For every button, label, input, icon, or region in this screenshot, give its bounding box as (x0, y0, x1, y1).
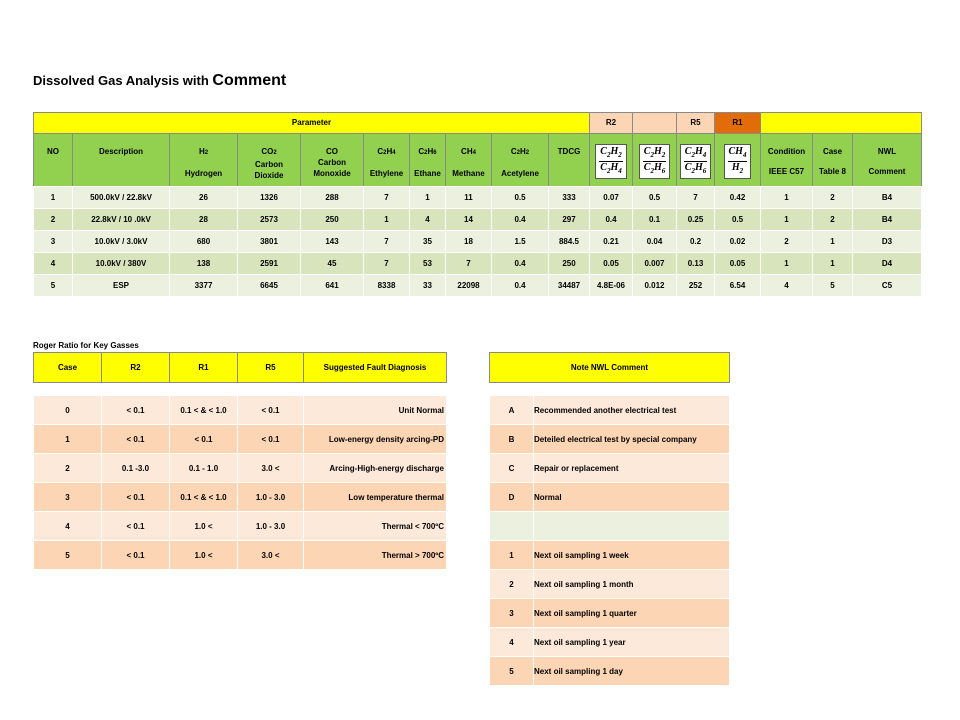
col-h2: H2 Hydrogen (170, 133, 238, 203)
note-text: Next oil sampling 1 month (534, 570, 730, 599)
roger-cell-diag: Low-energy density arcing-PD (304, 425, 447, 454)
cell-c2h6: 4 (410, 209, 446, 231)
note-code (490, 512, 534, 541)
note-text (534, 512, 730, 541)
cell-tdcg: 333 (549, 187, 590, 209)
list-item (490, 483, 730, 512)
cell-co: 143 (301, 231, 364, 253)
list-item (490, 425, 730, 454)
cell-r1: 0.02 (715, 231, 761, 253)
fraction-c2h4-over-c2h6: $\frac{C_2H_4}{C_2H_6}$ (680, 144, 711, 179)
cell-r-b: 0.012 (633, 275, 677, 297)
cell-c2h2: 0.4 (492, 209, 549, 231)
cell-r5: 0.2 (677, 231, 715, 253)
roger-header-row (34, 353, 447, 383)
roger-cell-case: 4 (34, 512, 102, 541)
cell-r-b: 0.007 (633, 253, 677, 275)
roger-cell-r5: 3.0 < (238, 541, 304, 570)
table-row (34, 253, 922, 275)
cell-r5: 0.13 (677, 253, 715, 275)
col-ch4: CH4 Methane (446, 133, 492, 203)
roger-cell-case: 3 (34, 483, 102, 512)
cell-no: 5 (34, 275, 73, 297)
cell-co: 641 (301, 275, 364, 297)
table-row (34, 231, 922, 253)
parameter-row (34, 112, 922, 133)
roger-cell-r1: < 0.1 (170, 425, 238, 454)
note-text: Next oil sampling 1 week (534, 541, 730, 570)
table-row (34, 187, 922, 209)
blank-ratio-header (633, 112, 677, 133)
list-item (490, 599, 730, 628)
col-no: NO (34, 133, 73, 203)
dga-data-rows (33, 186, 922, 297)
cell-cond: 1 (761, 253, 813, 275)
roger-cell-diag: Low temperature thermal (304, 483, 447, 512)
cell-ch4: 18 (446, 231, 492, 253)
roger-col-diagnosis: Suggested Fault Diagnosis (304, 353, 447, 383)
roger-cell-r2: 0.1 -3.0 (102, 454, 170, 483)
roger-cell-case: 1 (34, 425, 102, 454)
note-code: D (490, 483, 534, 512)
title-comment-word: Comment (212, 72, 287, 89)
list-item (490, 512, 730, 541)
cell-c2h6: 53 (410, 253, 446, 275)
cell-r2: 0.4 (590, 209, 633, 231)
cell-c2h4: 7 (364, 231, 410, 253)
note-text: Next oil sampling 1 quarter (534, 599, 730, 628)
cell-ch4: 14 (446, 209, 492, 231)
cell-co: 250 (301, 209, 364, 231)
list-item (490, 454, 730, 483)
cell-desc: ESP (73, 275, 170, 297)
cell-co2: 1326 (238, 187, 301, 209)
cell-desc: 10.0kV / 3.0kV (73, 231, 170, 253)
cell-c2h2: 0.4 (492, 275, 549, 297)
fraction-c2h2-over-c2h6: $\frac{C_2H_2}{C_2H_6}$ (639, 144, 670, 179)
cell-h2: 138 (170, 253, 238, 275)
cell-no: 3 (34, 231, 73, 253)
note-code: 3 (490, 599, 534, 628)
roger-cell-diag: Arcing-High-energy discharge (304, 454, 447, 483)
note-code: 1 (490, 541, 534, 570)
right-header-blank (761, 112, 922, 133)
col-nwl-comment: NWL Comment (853, 133, 922, 203)
col-co2: CO2 Carbon Dioxide (238, 133, 301, 203)
roger-cell-r5: < 0.1 (238, 396, 304, 425)
cell-nwl: D4 (853, 253, 922, 275)
cell-c2h4: 1 (364, 209, 410, 231)
note-code: A (490, 396, 534, 425)
list-item (490, 396, 730, 425)
roger-ratio-title: Roger Ratio for Key Gasses (33, 341, 139, 350)
cell-desc: 500.0kV / 22.8kV (73, 187, 170, 209)
notes-header: Note NWL Comment (490, 353, 730, 383)
cell-r1: 0.42 (715, 187, 761, 209)
cell-r5: 7 (677, 187, 715, 209)
r2-header: R2 (590, 112, 633, 133)
cell-c2h2: 0.4 (492, 253, 549, 275)
cell-tdcg: 884.5 (549, 231, 590, 253)
roger-cell-r5: 3.0 < (238, 454, 304, 483)
table-row (34, 541, 447, 570)
cell-c2h6: 35 (410, 231, 446, 253)
col-c2h4: C2H4 Ethylene (364, 133, 410, 203)
roger-cell-r1: 0.1 - 1.0 (170, 454, 238, 483)
cell-cond: 4 (761, 275, 813, 297)
col-case: Case Table 8 (813, 133, 853, 203)
col-c2h2: C2H2 Acetylene (492, 133, 549, 203)
cell-h2: 3377 (170, 275, 238, 297)
note-code: 4 (490, 628, 534, 657)
cell-cond: 2 (761, 231, 813, 253)
col-description: Description (73, 133, 170, 203)
cell-c2h2: 0.5 (492, 187, 549, 209)
note-code: C (490, 454, 534, 483)
note-code: 2 (490, 570, 534, 599)
roger-cell-case: 5 (34, 541, 102, 570)
col-c2h6: C2H6 Ethane (410, 133, 446, 203)
cell-co2: 3801 (238, 231, 301, 253)
nwl-note-table (489, 352, 730, 686)
notes-header-row (490, 353, 730, 383)
roger-cell-r2: < 0.1 (102, 425, 170, 454)
cell-cond: 1 (761, 209, 813, 231)
cell-r1: 0.05 (715, 253, 761, 275)
note-text: Recommended another electrical test (534, 396, 730, 425)
list-item (490, 570, 730, 599)
note-text: Next oil sampling 1 year (534, 628, 730, 657)
cell-case: 5 (813, 275, 853, 297)
col-co: CO Carbon Monoxide (301, 133, 364, 203)
roger-col-r5: R5 (238, 353, 304, 383)
roger-cell-diag: Thermal < 700ºC (304, 512, 447, 541)
note-text: Repair or replacement (534, 454, 730, 483)
cell-r2: 0.21 (590, 231, 633, 253)
r1-header: R1 (715, 112, 761, 133)
roger-cell-r2: < 0.1 (102, 396, 170, 425)
cell-c2h4: 8338 (364, 275, 410, 297)
roger-cell-r5: 1.0 - 3.0 (238, 512, 304, 541)
roger-cell-r2: < 0.1 (102, 541, 170, 570)
cell-nwl: D3 (853, 231, 922, 253)
cell-h2: 680 (170, 231, 238, 253)
fraction-ch4-over-h2: $\frac{CH_4}{H_2}$ (724, 144, 752, 179)
cell-c2h4: 7 (364, 253, 410, 275)
col-condition: Condition IEEE C57 (761, 133, 813, 203)
table-row (34, 483, 447, 512)
cell-c2h6: 33 (410, 275, 446, 297)
note-code: 5 (490, 657, 534, 686)
roger-cell-case: 0 (34, 396, 102, 425)
cell-co2: 2573 (238, 209, 301, 231)
cell-no: 2 (34, 209, 73, 231)
list-item (490, 541, 730, 570)
cell-co2: 6645 (238, 275, 301, 297)
table-row (34, 396, 447, 425)
cell-r2: 0.05 (590, 253, 633, 275)
roger-cell-r5: 1.0 - 3.0 (238, 483, 304, 512)
cell-case: 2 (813, 187, 853, 209)
cell-ch4: 22098 (446, 275, 492, 297)
roger-cell-r1: 0.1 < & < 1.0 (170, 396, 238, 425)
roger-cell-case: 2 (34, 454, 102, 483)
roger-cell-r2: < 0.1 (102, 512, 170, 541)
cell-cond: 1 (761, 187, 813, 209)
table-row (34, 209, 922, 231)
cell-c2h2: 1.5 (492, 231, 549, 253)
cell-r2: 4.8E-06 (590, 275, 633, 297)
r5-header: R5 (677, 112, 715, 133)
roger-col-r2: R2 (102, 353, 170, 383)
parameter-header-row (34, 91, 922, 112)
cell-tdcg: 34487 (549, 275, 590, 297)
cell-ch4: 11 (446, 187, 492, 209)
cell-co: 288 (301, 187, 364, 209)
cell-r2: 0.07 (590, 187, 633, 209)
cell-c2h6: 1 (410, 187, 446, 209)
cell-c2h4: 7 (364, 187, 410, 209)
roger-cell-r1: 1.0 < (170, 512, 238, 541)
roger-cell-diag: Thermal > 700ºC (304, 541, 447, 570)
fraction-c2h2-over-c2h4: $\frac{C_2H_2}{C_2H_4}$ (595, 144, 626, 179)
cell-case: 2 (813, 209, 853, 231)
table-row (34, 454, 447, 483)
table-row (34, 275, 922, 297)
cell-nwl: C5 (853, 275, 922, 297)
note-text: Normal (534, 483, 730, 512)
roger-cell-r1: 1.0 < (170, 541, 238, 570)
roger-cell-r5: < 0.1 (238, 425, 304, 454)
cell-r-b: 0.5 (633, 187, 677, 209)
roger-cell-r2: < 0.1 (102, 483, 170, 512)
table-row (34, 512, 447, 541)
cell-desc: 22.8kV / 10 .0kV (73, 209, 170, 231)
cell-co: 45 (301, 253, 364, 275)
cell-r5: 252 (677, 275, 715, 297)
cell-case: 1 (813, 231, 853, 253)
cell-case: 1 (813, 253, 853, 275)
cell-r-b: 0.04 (633, 231, 677, 253)
note-text: Next oil sampling 1 day (534, 657, 730, 686)
cell-nwl: B4 (853, 187, 922, 209)
parameter-header: Parameter (34, 112, 590, 133)
cell-tdcg: 297 (549, 209, 590, 231)
cell-h2: 26 (170, 187, 238, 209)
cell-r1: 0.5 (715, 209, 761, 231)
cell-ch4: 7 (446, 253, 492, 275)
cell-no: 4 (34, 253, 73, 275)
cell-r-b: 0.1 (633, 209, 677, 231)
cell-desc: 10.0kV / 380V (73, 253, 170, 275)
roger-col-r1: R1 (170, 353, 238, 383)
cell-tdcg: 250 (549, 253, 590, 275)
roger-col-case: Case (34, 353, 102, 383)
roger-cell-r1: 0.1 < & < 1.0 (170, 483, 238, 512)
cell-h2: 28 (170, 209, 238, 231)
cell-r1: 6.54 (715, 275, 761, 297)
roger-cell-diag: Unit Normal (304, 396, 447, 425)
note-code: B (490, 425, 534, 454)
cell-nwl: B4 (853, 209, 922, 231)
note-text: Deteiled electrical test by special company (534, 425, 730, 454)
roger-ratio-table (33, 352, 447, 570)
list-item (490, 628, 730, 657)
cell-co2: 2591 (238, 253, 301, 275)
col-tdcg: TDCG (549, 133, 590, 203)
page-title (33, 72, 286, 90)
cell-no: 1 (34, 187, 73, 209)
table-row (34, 425, 447, 454)
title-text: Dissolved Gas Analysis with (33, 73, 213, 88)
cell-r5: 0.25 (677, 209, 715, 231)
list-item (490, 657, 730, 686)
